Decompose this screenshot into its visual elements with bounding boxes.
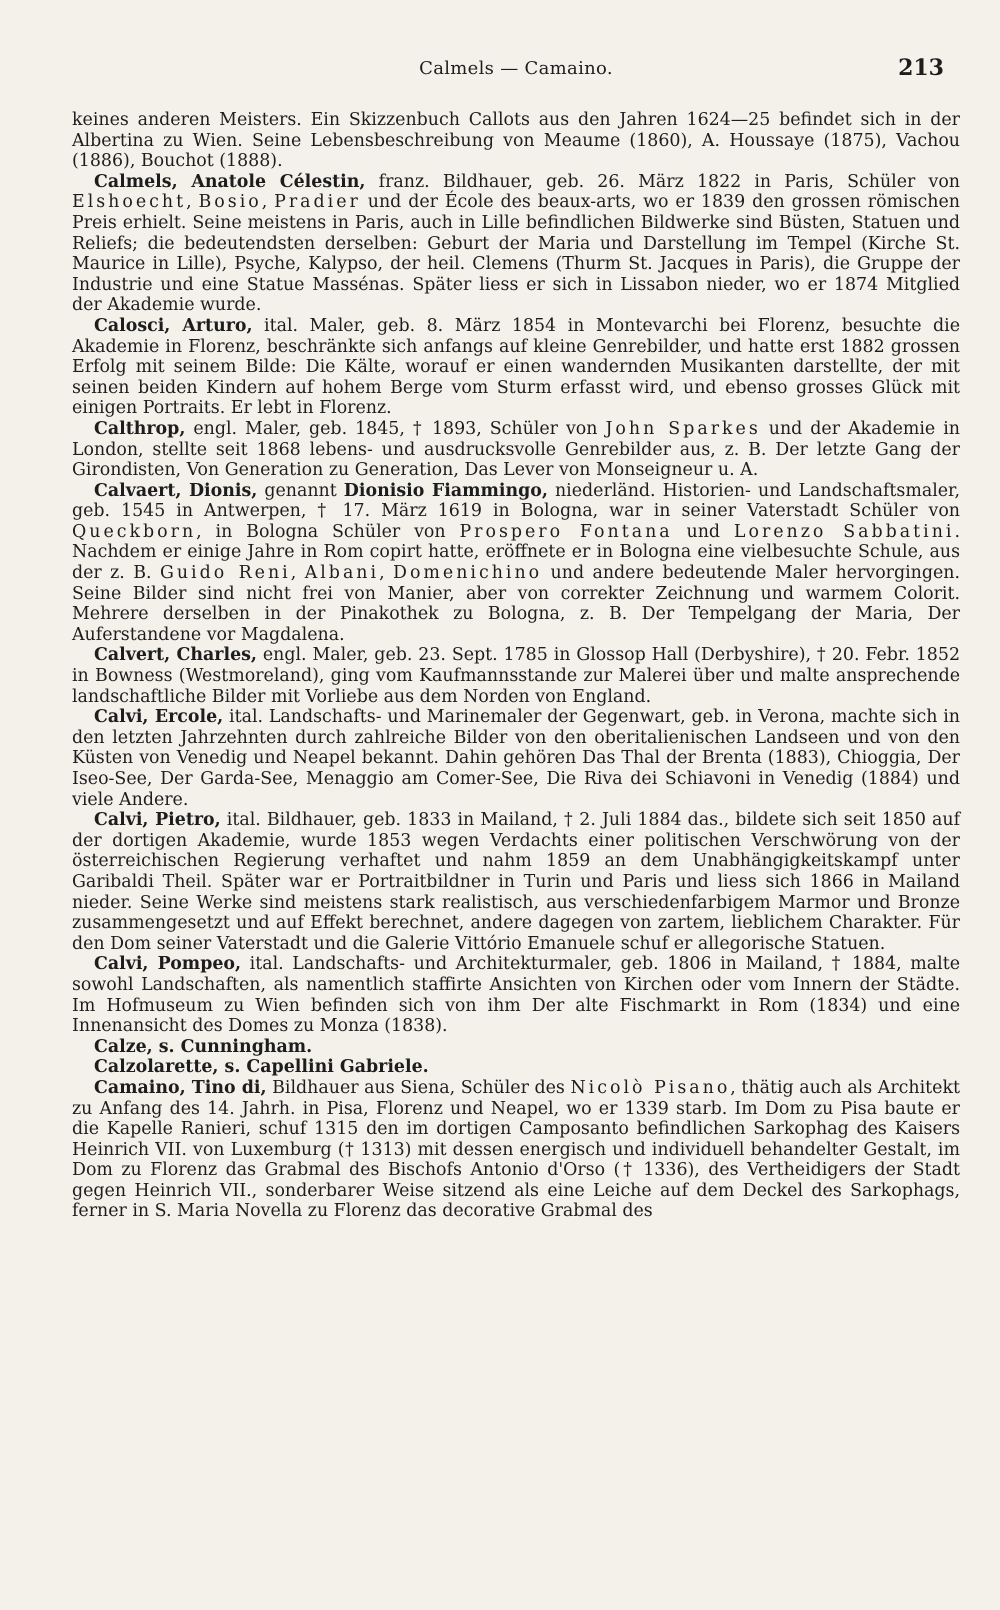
- entry-text: Bildhauer aus Siena, Schüler des: [266, 1077, 571, 1098]
- entry-calze: [72, 1037, 960, 1058]
- entry-calvaert: [72, 481, 960, 646]
- entry-headword: Calmels, Anatole Célestin,: [94, 171, 366, 192]
- entry-continuation: [72, 110, 960, 172]
- person-name: Elshoecht: [72, 192, 187, 213]
- entry-headword: Camaino, Tino di,: [94, 1077, 267, 1098]
- entry-text: und andere bedeutende Maler hervorgingen. Seine Bilder sind nicht frei von Manier, aber von correkter Zeichnung und warmem Colorit. Mehrere derselben in der Pinakothek zu Bologna, z. B. Der Tempelgang der Maria, Der Auferstandene vor Magdalena.: [72, 563, 961, 645]
- entry-calthrop: [72, 419, 960, 481]
- person-name: Nicolò Pisano: [570, 1077, 731, 1098]
- entry-headword: Calvaert, Dionis,: [94, 480, 258, 501]
- entry-text: ,: [186, 192, 199, 213]
- entry-text: ital. Bildhauer, geb. 1833 in Mailand, † 2. Juli 1884 das., bildete sich seit 1850 auf der dortigen Akademie, wurde 1853 wegen Verdachts einer politischen Verschwörung von der österreichischen Regierung verhaftet und nahm 1859 an dem Unabhängigkeitskampf unter Garibaldi Theil. Später war er Portraitbildner in Turin und Paris und liess sich 1866 in Mailand nieder. Seine Werke sind meistens stark realistisch, aus verschiedenfarbigem Marmor und Bronze zusammengesetzt und auf Effekt berechnet, andere dagegen von zartem, lieblichem Charakter. Für den Dom seiner Vaterstadt und die Galerie Vittório Emanuele schuf er allegorische Statuen.: [72, 810, 961, 954]
- person-name: Lorenzo Sabbatini: [733, 521, 955, 542]
- entry-text: ,: [261, 192, 275, 213]
- entry-calmels: [72, 172, 960, 316]
- entry-calosci: [72, 316, 960, 419]
- entry-text: und der École des beaux-arts, wo er 1839 den grossen römischen Preis erhielt. Seine meistens in Paris, auch in Lille befindlichen Bildwerke sind Büsten, Statuen und Reliefs; die bedeutendsten derselben: Geburt der Maria und Darstellung im Tempel (Kirche St. Maurice in Lille), Psyche, Kalypso, der heil. Clemens (Thurm St. Jacques in Paris), die Gruppe der Industrie und eine Statue Massénas. Später liess er sich in Lissabon nieder, wo er 1874 Mitglied der Akademie wurde.: [72, 192, 960, 316]
- entry-calvi-pietro: [72, 810, 960, 954]
- entry-calzolarette: [72, 1057, 960, 1078]
- entry-text: , thätig auch als Architekt zu Anfang des 14. Jahrh. in Pisa, Florenz und Neapel, wo er 1339 starb. Im Dom zu Pisa baute er die Kapelle Ranieri, schuf 1315 den im dortigen Camposanto befindlichen Sarkophag des Kaisers Heinrich VII. von Luxemburg († 1313) mit dessen energisch und individuell behandelter Gestalt, im Dom zu Florenz das Grabmal des Bischofs Antonio d'Orso († 1336), des Vertheidigers der Stadt gegen Heinrich VII., sonderbarer Weise sitzend als eine Leiche auf dem Deckel des Sarkophags, ferner in S. Maria Novella zu Florenz das decorative Grabmal des: [72, 1077, 960, 1222]
- entry-text: franz. Bildhauer, geb. 26. März 1822 in Paris, Schüler von: [365, 171, 960, 192]
- entry-text: engl. Maler, geb. 1845, † 1893, Schüler von: [185, 418, 606, 439]
- entry-text: und der Akademie in London, stellte seit 1868 lebens- und ausdrucksvolle Genrebilder aus, z. B. Der letzte Gang der Girondisten, Von Generation zu Generation, Das Lever von Monseigneur u. A.: [72, 418, 960, 481]
- entry-headword: Calze, s. Cunningham.: [94, 1036, 313, 1057]
- entry-headword: Calthrop,: [94, 418, 186, 439]
- entry-text: genannt: [257, 480, 344, 501]
- person-name: Prospero Fontana: [459, 521, 673, 542]
- entry-text: . Nachdem er einige Jahre in Rom copirt hatte, eröffnete er in Bologna eine vielbesuchte Schule, aus der z. B.: [72, 521, 960, 584]
- entry-headword: Calvi, Pietro,: [94, 810, 221, 831]
- entry-calvi-pompeo: [72, 954, 960, 1036]
- entry-text: und: [672, 521, 734, 542]
- person-name: Guido Reni: [159, 563, 291, 584]
- running-head: Calmels — Camaino.: [419, 58, 613, 79]
- entry-text: ,: [290, 563, 305, 584]
- page-body: [72, 110, 960, 1222]
- entry-text: ital. Landschafts- und Marinemaler der Gegenwart, geb. in Verona, machte sich in den letzten Jahrzehnten durch zahlreiche Bilder von den oberitalienischen Landseen und von den Küsten von Venedig und Neapel bekannt. Dahin gehören Das Thal der Brenta (1883), Chioggia, Der Iseo-See, Der Garda-See, Menaggio am Comer-See, Die Riva dei Schiavoni in Venedig (1884) und viele Andere.: [72, 707, 960, 810]
- entry-calvi-ercole: [72, 707, 960, 810]
- page-header: [72, 55, 960, 94]
- person-name: Albani: [304, 563, 380, 584]
- entry-text: ,: [379, 563, 394, 584]
- entry-headword: Calvert, Charles,: [94, 645, 257, 666]
- entry-text: , in Bologna Schüler von: [196, 521, 460, 542]
- entry-headword: Calosci, Arturo,: [94, 315, 253, 336]
- entry-text: ital. Maler, geb. 8. März 1854 in Montevarchi bei Florenz, besuchte die Akademie in Florenz, beschränkte sich anfangs auf kleine Genrebilder, und hatte erst 1882 grossen Erfolg mit seinem Bilde: Die Kälte, worauf er einen wandernden Musikanten darstellte, der mit seinen beiden Kindern auf hohem Berge vom Sturm erfasst wird, und ebenso grosses Glück mit einigen Portraits. Er lebt in Florenz.: [72, 315, 960, 419]
- entry-headword: Calvi, Pompeo,: [94, 954, 242, 975]
- entry-text: niederländ. Historien- und Landschaftsmaler, geb. 1545 in Antwerpen, † 17. März 1619 in Bologna, war in seiner Vaterstadt Schüler von: [72, 480, 960, 522]
- entry-text: keines anderen Meisters. Ein Skizzenbuch Callots aus den Jahren 1624—25 befindet sich in der Albertina zu Wien. Seine Lebensbeschreibung von Meaume (1860), A. Houssaye (1875), Vachou (1886), Bouchot (1888).: [72, 110, 960, 172]
- person-name: Queckborn: [72, 521, 197, 542]
- person-name: Bosio: [198, 192, 262, 213]
- person-name: Pradier: [274, 192, 361, 213]
- entry-calvert: [72, 645, 960, 707]
- entry-text: engl. Maler, geb. 23. Sept. 1785 in Glossop Hall (Derbyshire), † 20. Febr. 1852 in Bowness (Westmoreland), ging vom Kaufmannsstande zur Malerei über und malte ansprechende landschaftliche Bilder mit Vorliebe aus dem Norden von England.: [72, 645, 961, 707]
- entry-camaino: [72, 1078, 960, 1222]
- alias-name: Dionisio Fiammingo,: [343, 480, 548, 501]
- person-name: John Sparkes: [605, 418, 761, 439]
- entry-headword: Calzolarette, s. Capellini Gabriele.: [94, 1057, 429, 1078]
- entry-text: ital. Landschafts- und Architekturmaler, geb. 1806 in Mailand, † 1884, malte sowohl Landschaften, als namentlich staffirte Ansichten von Kirchen oder vom Innern der Städte. Im Hofmuseum zu Wien befinden sich von ihm Der alte Fischmarkt in Rom (1834) und eine Innenansicht des Domes zu Monza (1838).: [72, 954, 960, 1037]
- entry-headword: Calvi, Ercole,: [94, 707, 224, 728]
- person-name: Domenichino: [393, 563, 543, 584]
- page-number: 213: [898, 55, 944, 81]
